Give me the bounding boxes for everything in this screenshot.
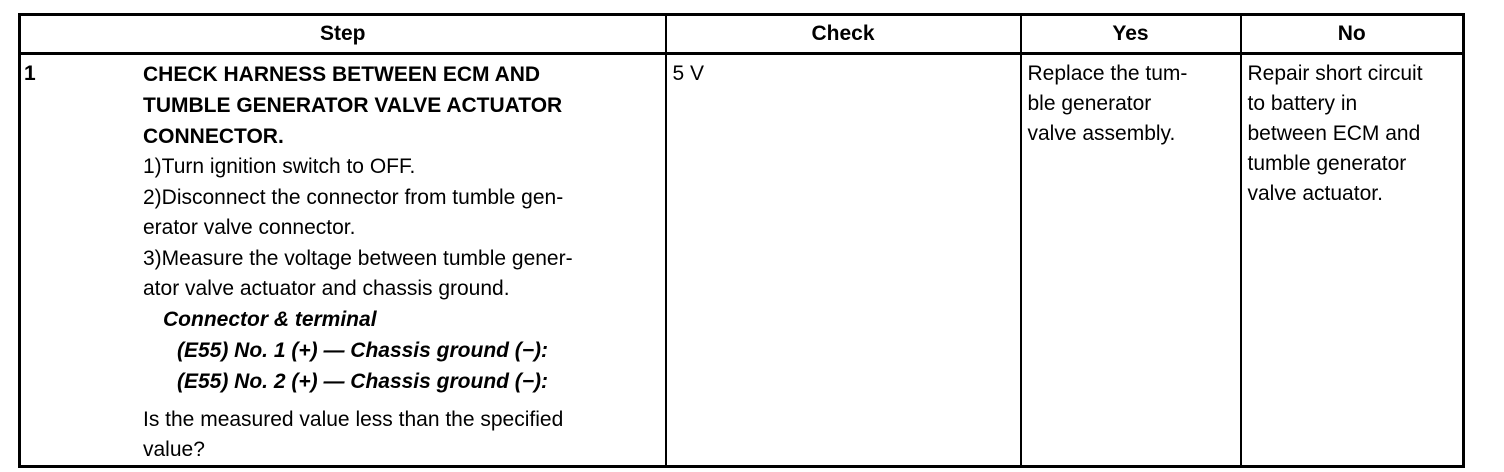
step-number: 1 <box>24 62 36 85</box>
no-line: to battery in <box>1247 92 1358 115</box>
step-title-line: TUMBLE GENERATOR VALVE ACTUATOR <box>143 94 563 117</box>
diagnostic-table <box>18 13 1465 468</box>
header-yes: Yes <box>1021 15 1241 54</box>
spec-line: (E55) No. 1 (+) — Chassis ground (−): <box>177 338 549 362</box>
step-body <box>143 55 665 465</box>
instruction-line: 3)Measure the voltage between tumble gener- <box>143 246 573 270</box>
step-title-line: CONNECTOR. <box>143 125 284 148</box>
instruction-line: ator valve actuator and chassis ground. <box>143 277 510 300</box>
header-step: Step <box>20 15 666 54</box>
yes-cell <box>1021 54 1241 467</box>
header-check: Check <box>666 15 1021 54</box>
spec-label: Connector & terminal <box>163 307 377 331</box>
no-line: between ECM and <box>1247 122 1421 145</box>
no-line: valve actuator. <box>1247 182 1383 205</box>
table-row <box>20 54 1464 467</box>
question-line: Is the measured value less than the specified <box>143 407 564 431</box>
yes-line: Replace the tum- <box>1027 62 1188 85</box>
table-header-row <box>20 15 1464 54</box>
no-line: tumble generator <box>1247 152 1407 175</box>
instruction-line: 1)Turn ignition switch to OFF. <box>143 155 416 178</box>
step-cell <box>20 54 666 467</box>
instruction-line: 2)Disconnect the connector from tumble gen- <box>143 185 564 209</box>
yes-line: ble generator <box>1027 92 1152 115</box>
check-value: 5 V <box>672 62 705 85</box>
step-title <box>143 59 661 152</box>
header-no: No <box>1241 15 1464 54</box>
yes-line: valve assembly. <box>1027 122 1176 145</box>
no-cell <box>1241 54 1464 467</box>
question-line: value? <box>143 437 205 461</box>
step-question <box>143 405 661 465</box>
step-instructions <box>143 152 661 305</box>
no-line: Repair short circuit <box>1247 62 1423 85</box>
instruction-line: erator valve connector. <box>143 216 356 239</box>
check-cell <box>666 54 1021 467</box>
step-title-line: CHECK HARNESS BETWEEN ECM AND <box>143 63 541 86</box>
spec-line: (E55) No. 2 (+) — Chassis ground (−): <box>177 369 549 393</box>
